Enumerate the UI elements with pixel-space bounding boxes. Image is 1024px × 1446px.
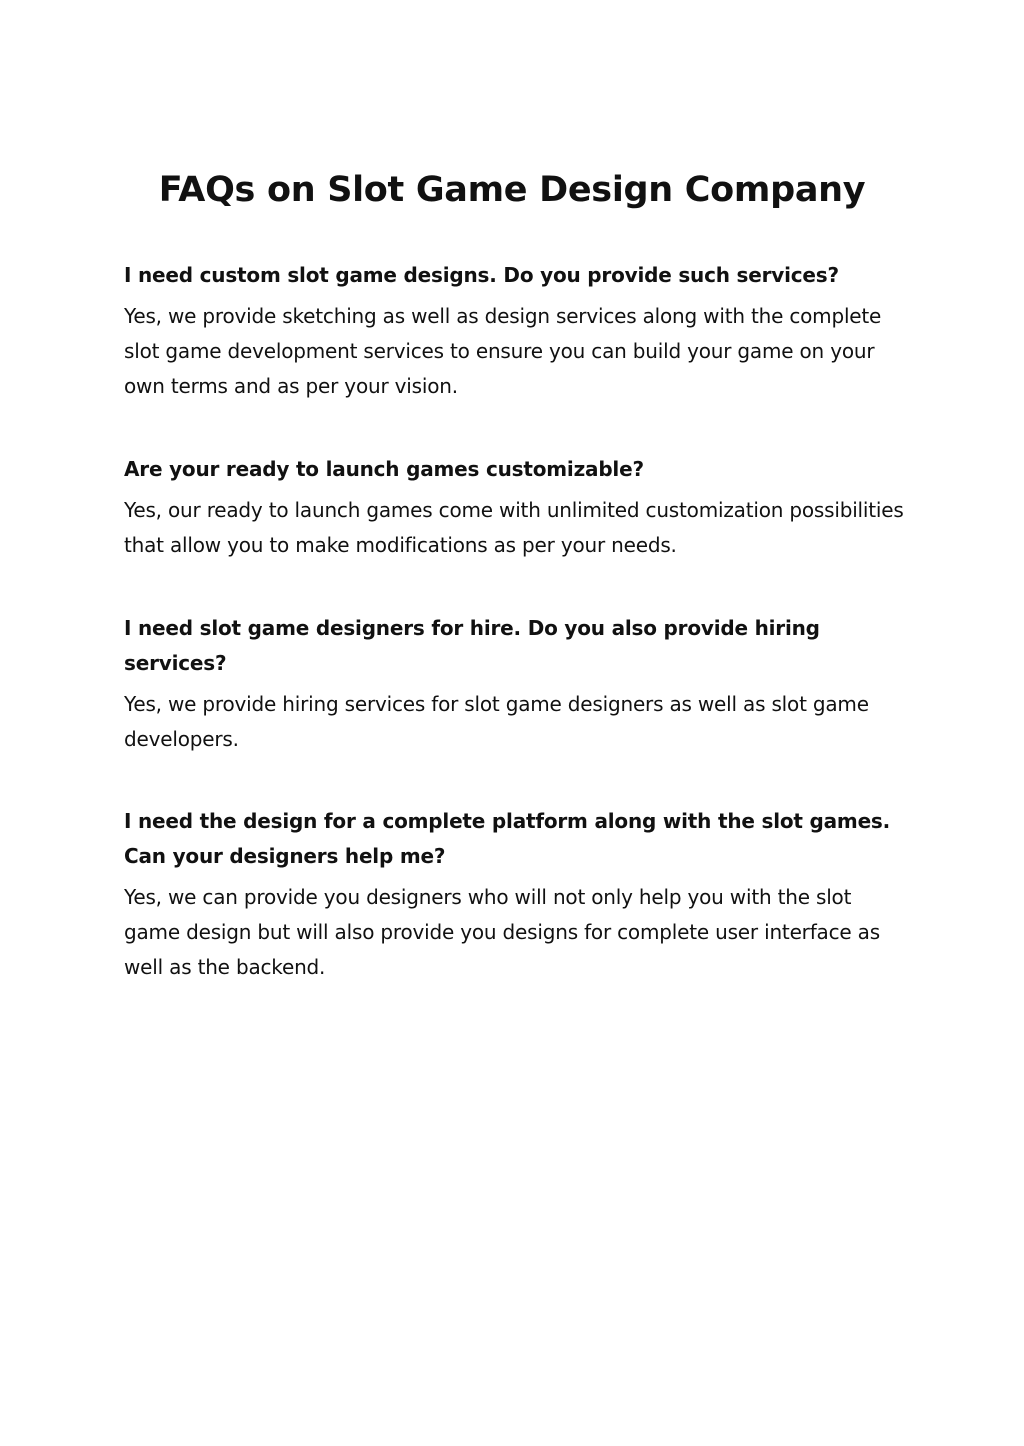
faq-item (124, 258, 904, 404)
faq-item (124, 611, 904, 757)
faq-item (124, 804, 904, 985)
page-title: FAQs on Slot Game Design Company (158, 170, 866, 210)
faq-question: I need custom slot game designs. Do you provide such services? (124, 263, 839, 287)
faq-answer: Yes, our ready to launch games come with unlimited customization possibilities that allow you to make modifications as per your needs. (124, 498, 904, 557)
faq-question: I need the design for a complete platform along with the slot games. Can your designers help me? (124, 809, 891, 868)
faq-question: Are your ready to launch games customizable? (124, 457, 644, 481)
faq-answer: Yes, we provide sketching as well as design services along with the complete slot game development services to ensure you can build your game on your own terms and as per your vision. (124, 304, 882, 398)
faq-answer: Yes, we provide hiring services for slot game designers as well as slot game developers. (124, 692, 869, 751)
faq-item (124, 452, 904, 563)
faq-answer: Yes, we can provide you designers who will not only help you with the slot game design but will also provide you designs for complete user interface as well as the backend. (124, 885, 880, 979)
faq-question: I need slot game designers for hire. Do you also provide hiring services? (124, 616, 820, 675)
